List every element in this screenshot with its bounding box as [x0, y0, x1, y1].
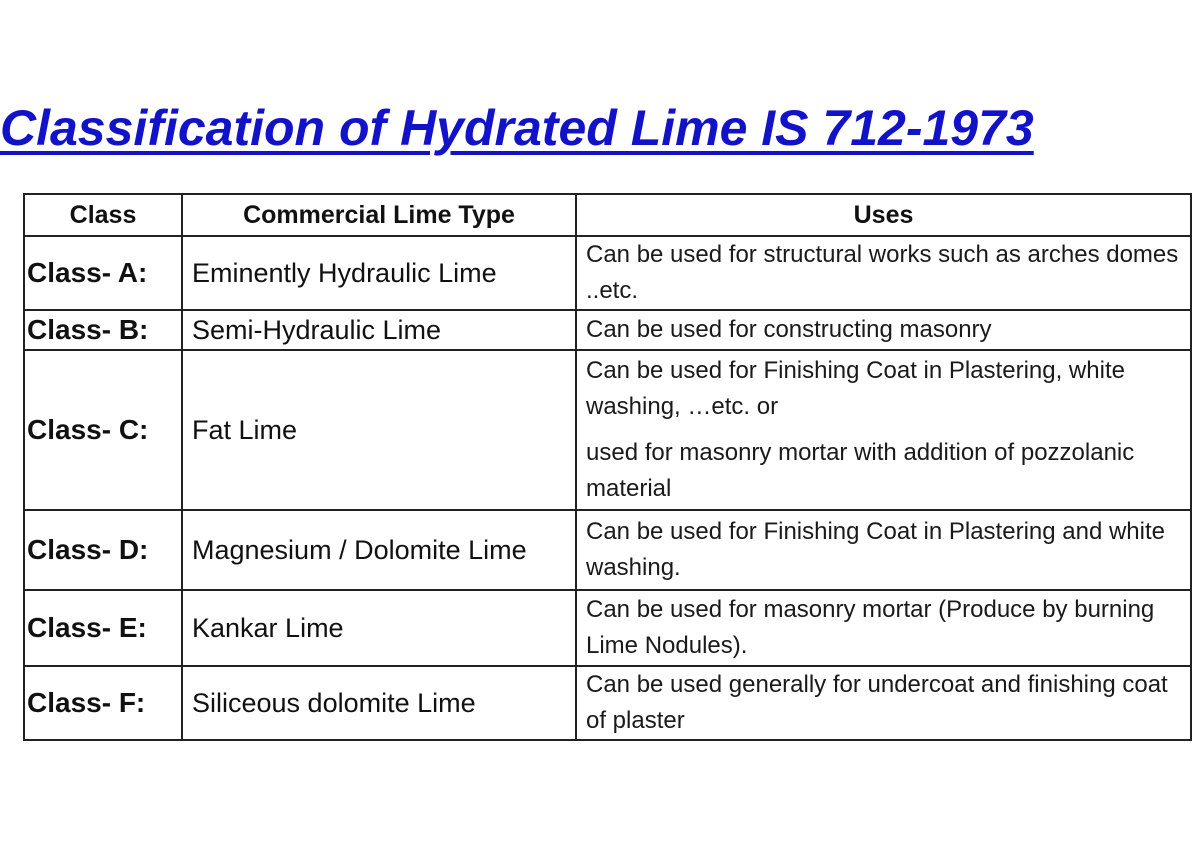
uses-cell: [576, 666, 1191, 740]
class-cell: Class- E:: [24, 590, 182, 666]
uses-cell: [576, 350, 1191, 510]
uses-text: Can be used for Finishing Coat in Plastering and white washing.: [586, 518, 1165, 581]
table-row: [24, 666, 1191, 740]
header-uses: Uses: [576, 194, 1191, 236]
table-row: [24, 310, 1191, 350]
table-row: [24, 590, 1191, 666]
lime-type-cell: Kankar Lime: [182, 590, 576, 666]
class-cell: Class- B:: [24, 310, 182, 350]
uses-text: Can be used for constructing masonry: [586, 316, 992, 343]
class-cell: Class- D:: [24, 510, 182, 590]
lime-type-cell: Fat Lime: [182, 350, 576, 510]
header-class: Class: [24, 194, 182, 236]
table-row: [24, 236, 1191, 310]
class-cell: Class- C:: [24, 350, 182, 510]
class-cell: Class- F:: [24, 666, 182, 740]
class-cell: Class- A:: [24, 236, 182, 310]
page-title: Classification of Hydrated Lime IS 712-1973: [0, 100, 1034, 156]
uses-cell: [576, 236, 1191, 310]
uses-text: Can be used for masonry mortar (Produce by burning Lime Nodules).: [586, 596, 1155, 659]
uses-text: Can be used for Finishing Coat in Plastering, white washing, …etc. or: [586, 357, 1125, 420]
lime-type-cell: Siliceous dolomite Lime: [182, 666, 576, 740]
uses-cell: [576, 590, 1191, 666]
uses-cell: [576, 310, 1191, 350]
uses-text: used for masonry mortar with addition of pozzolanic material: [586, 439, 1135, 502]
uses-text: Can be used generally for undercoat and finishing coat of plaster: [586, 671, 1168, 734]
lime-classification-table: [23, 193, 1192, 741]
uses-cell: [576, 510, 1191, 590]
uses-text: Can be used for structural works such as arches domes ..etc.: [586, 241, 1179, 304]
table-header-row: [24, 194, 1191, 236]
lime-type-cell: Magnesium / Dolomite Lime: [182, 510, 576, 590]
lime-type-cell: Eminently Hydraulic Lime: [182, 236, 576, 310]
table-row: [24, 350, 1191, 510]
table-row: [24, 510, 1191, 590]
lime-type-cell: Semi-Hydraulic Lime: [182, 310, 576, 350]
header-commercial-lime-type: Commercial Lime Type: [182, 194, 576, 236]
